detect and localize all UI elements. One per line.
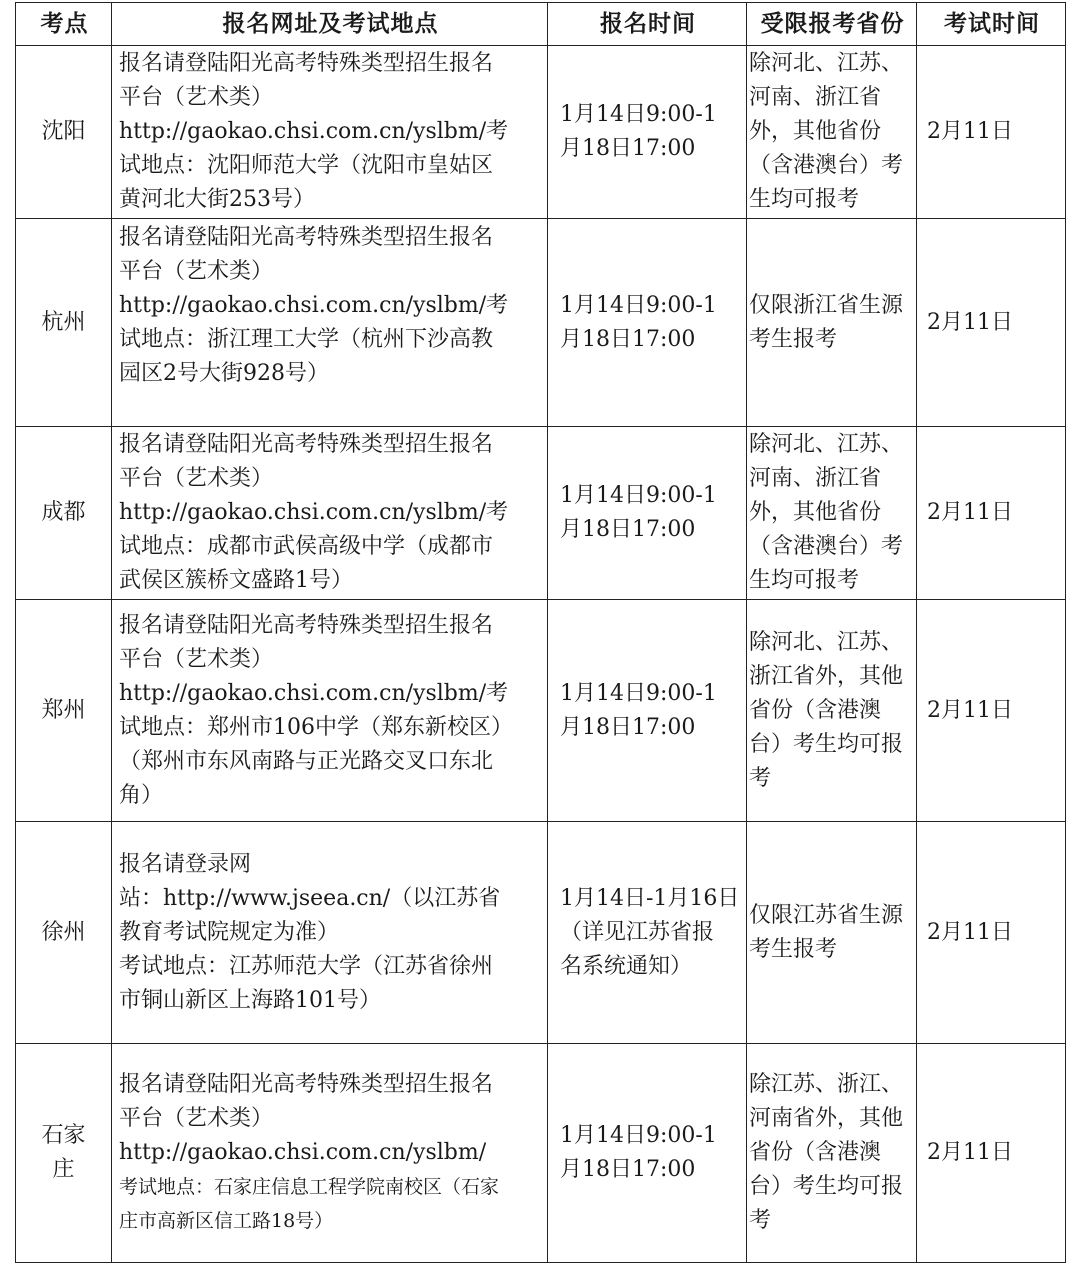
province-line: 仅限江苏省生源 bbox=[749, 902, 904, 928]
province-line: 生均可报考 bbox=[749, 187, 860, 212]
address-line: 试地点：成都市武侯高级中学（成都市 bbox=[119, 534, 494, 559]
address-line: 园区2号大街928号） bbox=[119, 360, 329, 386]
table-row-xuzhou bbox=[16, 822, 1066, 1044]
address-line: 试地点：浙江理工大学（杭州下沙高教 bbox=[119, 326, 494, 352]
exam-date-cell: 2月11日 bbox=[917, 427, 1066, 600]
address-line: 市铜山新区上海路101号） bbox=[119, 987, 381, 1013]
table-row-shijiazhuang bbox=[16, 1044, 1066, 1263]
site-cell: 石家 庄 bbox=[16, 1044, 112, 1263]
registration-time-cell bbox=[548, 600, 747, 822]
header-restricted-provinces: 受限报考省份 bbox=[747, 3, 917, 46]
table-row-hangzhou bbox=[16, 219, 1066, 427]
province-line: 省份（含港澳 bbox=[749, 1140, 882, 1165]
address-cell bbox=[112, 46, 548, 219]
address-line: http://gaokao.chsi.com.cn/yslbm/考 bbox=[119, 680, 509, 706]
time-line: 1月14日9:00-1 bbox=[560, 102, 717, 127]
address-line: 报名请登陆阳光高考特殊类型招生报名 bbox=[119, 1072, 494, 1097]
address-line: 报名请登陆阳光高考特殊类型招生报名 bbox=[119, 432, 494, 457]
restricted-provinces-cell bbox=[747, 219, 917, 427]
exam-date-cell: 2月11日 bbox=[917, 822, 1066, 1044]
province-line: 台）考生均可报 bbox=[749, 1174, 904, 1199]
province-line: 除河北、江苏、 bbox=[749, 432, 904, 457]
exam-date-cell: 2月11日 bbox=[917, 1044, 1066, 1263]
address-line: 庄市高新区信工路18号） bbox=[119, 1210, 334, 1232]
province-line: 河南、浙江省 bbox=[749, 85, 882, 110]
address-line: 平台（艺术类） bbox=[119, 1106, 274, 1131]
registration-time-cell bbox=[548, 1044, 747, 1263]
site-cell: 徐州 bbox=[16, 822, 112, 1044]
table-row-zhengzhou bbox=[16, 600, 1066, 822]
address-line: 平台（艺术类） bbox=[119, 85, 274, 110]
registration-time-cell bbox=[548, 219, 747, 427]
province-line: 河南、浙江省 bbox=[749, 466, 882, 491]
restricted-provinces-cell bbox=[747, 600, 917, 822]
time-line: 月18日17:00 bbox=[560, 326, 696, 352]
time-line: 1月14日-1月16日 bbox=[560, 885, 740, 911]
address-line: 报名请登陆阳光高考特殊类型招生报名 bbox=[119, 224, 494, 250]
registration-time-cell bbox=[548, 427, 747, 600]
address-cell bbox=[112, 822, 548, 1044]
address-line: 站：http://www.jseea.cn/（以江苏省 bbox=[119, 885, 501, 911]
exam-date-cell: 2月11日 bbox=[917, 600, 1066, 822]
site-cell: 沈阳 bbox=[16, 46, 112, 219]
time-line: （详见江苏省报 bbox=[560, 919, 715, 945]
address-line: 报名请登陆阳光高考特殊类型招生报名 bbox=[119, 51, 494, 76]
province-line: 除江苏、浙江、 bbox=[749, 1072, 904, 1097]
province-line: 省份（含港澳 bbox=[749, 697, 882, 723]
address-line: http://gaokao.chsi.com.cn/yslbm/考 bbox=[119, 292, 509, 318]
address-cell bbox=[112, 219, 548, 427]
address-line: 报名请登录网 bbox=[119, 851, 252, 877]
province-line: 除河北、江苏、 bbox=[749, 629, 904, 655]
address-cell bbox=[112, 600, 548, 822]
address-line: http://gaokao.chsi.com.cn/yslbm/ bbox=[119, 1140, 487, 1165]
province-line: 外，其他省份 bbox=[749, 500, 882, 525]
registration-time-cell bbox=[548, 822, 747, 1044]
address-line: 教育考试院规定为准） bbox=[119, 919, 340, 945]
province-line: 除河北、江苏、 bbox=[749, 51, 904, 76]
province-line: 河南省外，其他 bbox=[749, 1106, 904, 1131]
exam-sites-table bbox=[15, 2, 1066, 1263]
address-line: 试地点：沈阳师范大学（沈阳市皇姑区 bbox=[119, 153, 494, 178]
province-line: 生均可报考 bbox=[749, 568, 860, 593]
address-line: http://gaokao.chsi.com.cn/yslbm/考 bbox=[119, 500, 509, 525]
address-line: 角） bbox=[119, 782, 164, 808]
address-line: 平台（艺术类） bbox=[119, 466, 274, 491]
time-line: 1月14日9:00-1 bbox=[560, 1123, 717, 1148]
time-line: 1月14日9:00-1 bbox=[560, 680, 717, 706]
address-line: 考试地点：江苏师范大学（江苏省徐州 bbox=[119, 953, 494, 979]
restricted-provinces-cell bbox=[747, 1044, 917, 1263]
province-line: 考生报考 bbox=[749, 326, 838, 352]
time-line: 月18日17:00 bbox=[560, 1157, 696, 1182]
table-row-shenyang bbox=[16, 46, 1066, 219]
registration-time-cell bbox=[548, 46, 747, 219]
province-line: 考生报考 bbox=[749, 936, 838, 962]
time-line: 月18日17:00 bbox=[560, 714, 696, 740]
site-cell: 郑州 bbox=[16, 600, 112, 822]
address-line: 试地点：郑州市106中学（郑东新校区） bbox=[119, 714, 513, 740]
address-cell bbox=[112, 427, 548, 600]
address-line: 报名请登陆阳光高考特殊类型招生报名 bbox=[119, 612, 494, 638]
address-line: http://gaokao.chsi.com.cn/yslbm/考 bbox=[119, 119, 509, 144]
site-cell: 杭州 bbox=[16, 219, 112, 427]
province-line: （含港澳台）考 bbox=[749, 153, 904, 178]
address-line: 考试地点：石家庄信息工程学院南校区（石家 bbox=[119, 1176, 500, 1198]
address-line: 黄河北大街253号） bbox=[119, 187, 315, 212]
address-line: 武侯区簇桥文盛路1号） bbox=[119, 568, 353, 593]
time-line: 1月14日9:00-1 bbox=[560, 292, 717, 318]
time-line: 月18日17:00 bbox=[560, 517, 696, 542]
restricted-provinces-cell bbox=[747, 427, 917, 600]
province-line: 考 bbox=[749, 765, 772, 791]
restricted-provinces-cell bbox=[747, 822, 917, 1044]
province-line: 仅限浙江省生源 bbox=[749, 292, 904, 318]
address-line: 平台（艺术类） bbox=[119, 258, 274, 284]
restricted-provinces-cell bbox=[747, 46, 917, 219]
time-line: 1月14日9:00-1 bbox=[560, 483, 717, 508]
province-line: 台）考生均可报 bbox=[749, 731, 904, 757]
province-line: 外，其他省份 bbox=[749, 119, 882, 144]
address-cell bbox=[112, 1044, 548, 1263]
exam-date-cell: 2月11日 bbox=[917, 219, 1066, 427]
province-line: （含港澳台）考 bbox=[749, 534, 904, 559]
table-row-chengdu bbox=[16, 427, 1066, 600]
time-line: 月18日17:00 bbox=[560, 136, 696, 161]
time-line: 名系统通知） bbox=[560, 953, 693, 979]
address-line: 平台（艺术类） bbox=[119, 646, 274, 672]
header-site: 考点 bbox=[16, 3, 112, 46]
province-line: 浙江省外，其他 bbox=[749, 663, 904, 689]
header-exam-date: 考试时间 bbox=[917, 3, 1066, 46]
address-line: （郑州市东风南路与正光路交叉口东北 bbox=[119, 748, 494, 774]
header-address: 报名网址及考试地点 bbox=[112, 3, 548, 46]
province-line: 考 bbox=[749, 1208, 772, 1233]
header-registration-time: 报名时间 bbox=[548, 3, 747, 46]
exam-date-cell: 2月11日 bbox=[917, 46, 1066, 219]
site-cell: 成都 bbox=[16, 427, 112, 600]
header-row bbox=[16, 3, 1066, 46]
